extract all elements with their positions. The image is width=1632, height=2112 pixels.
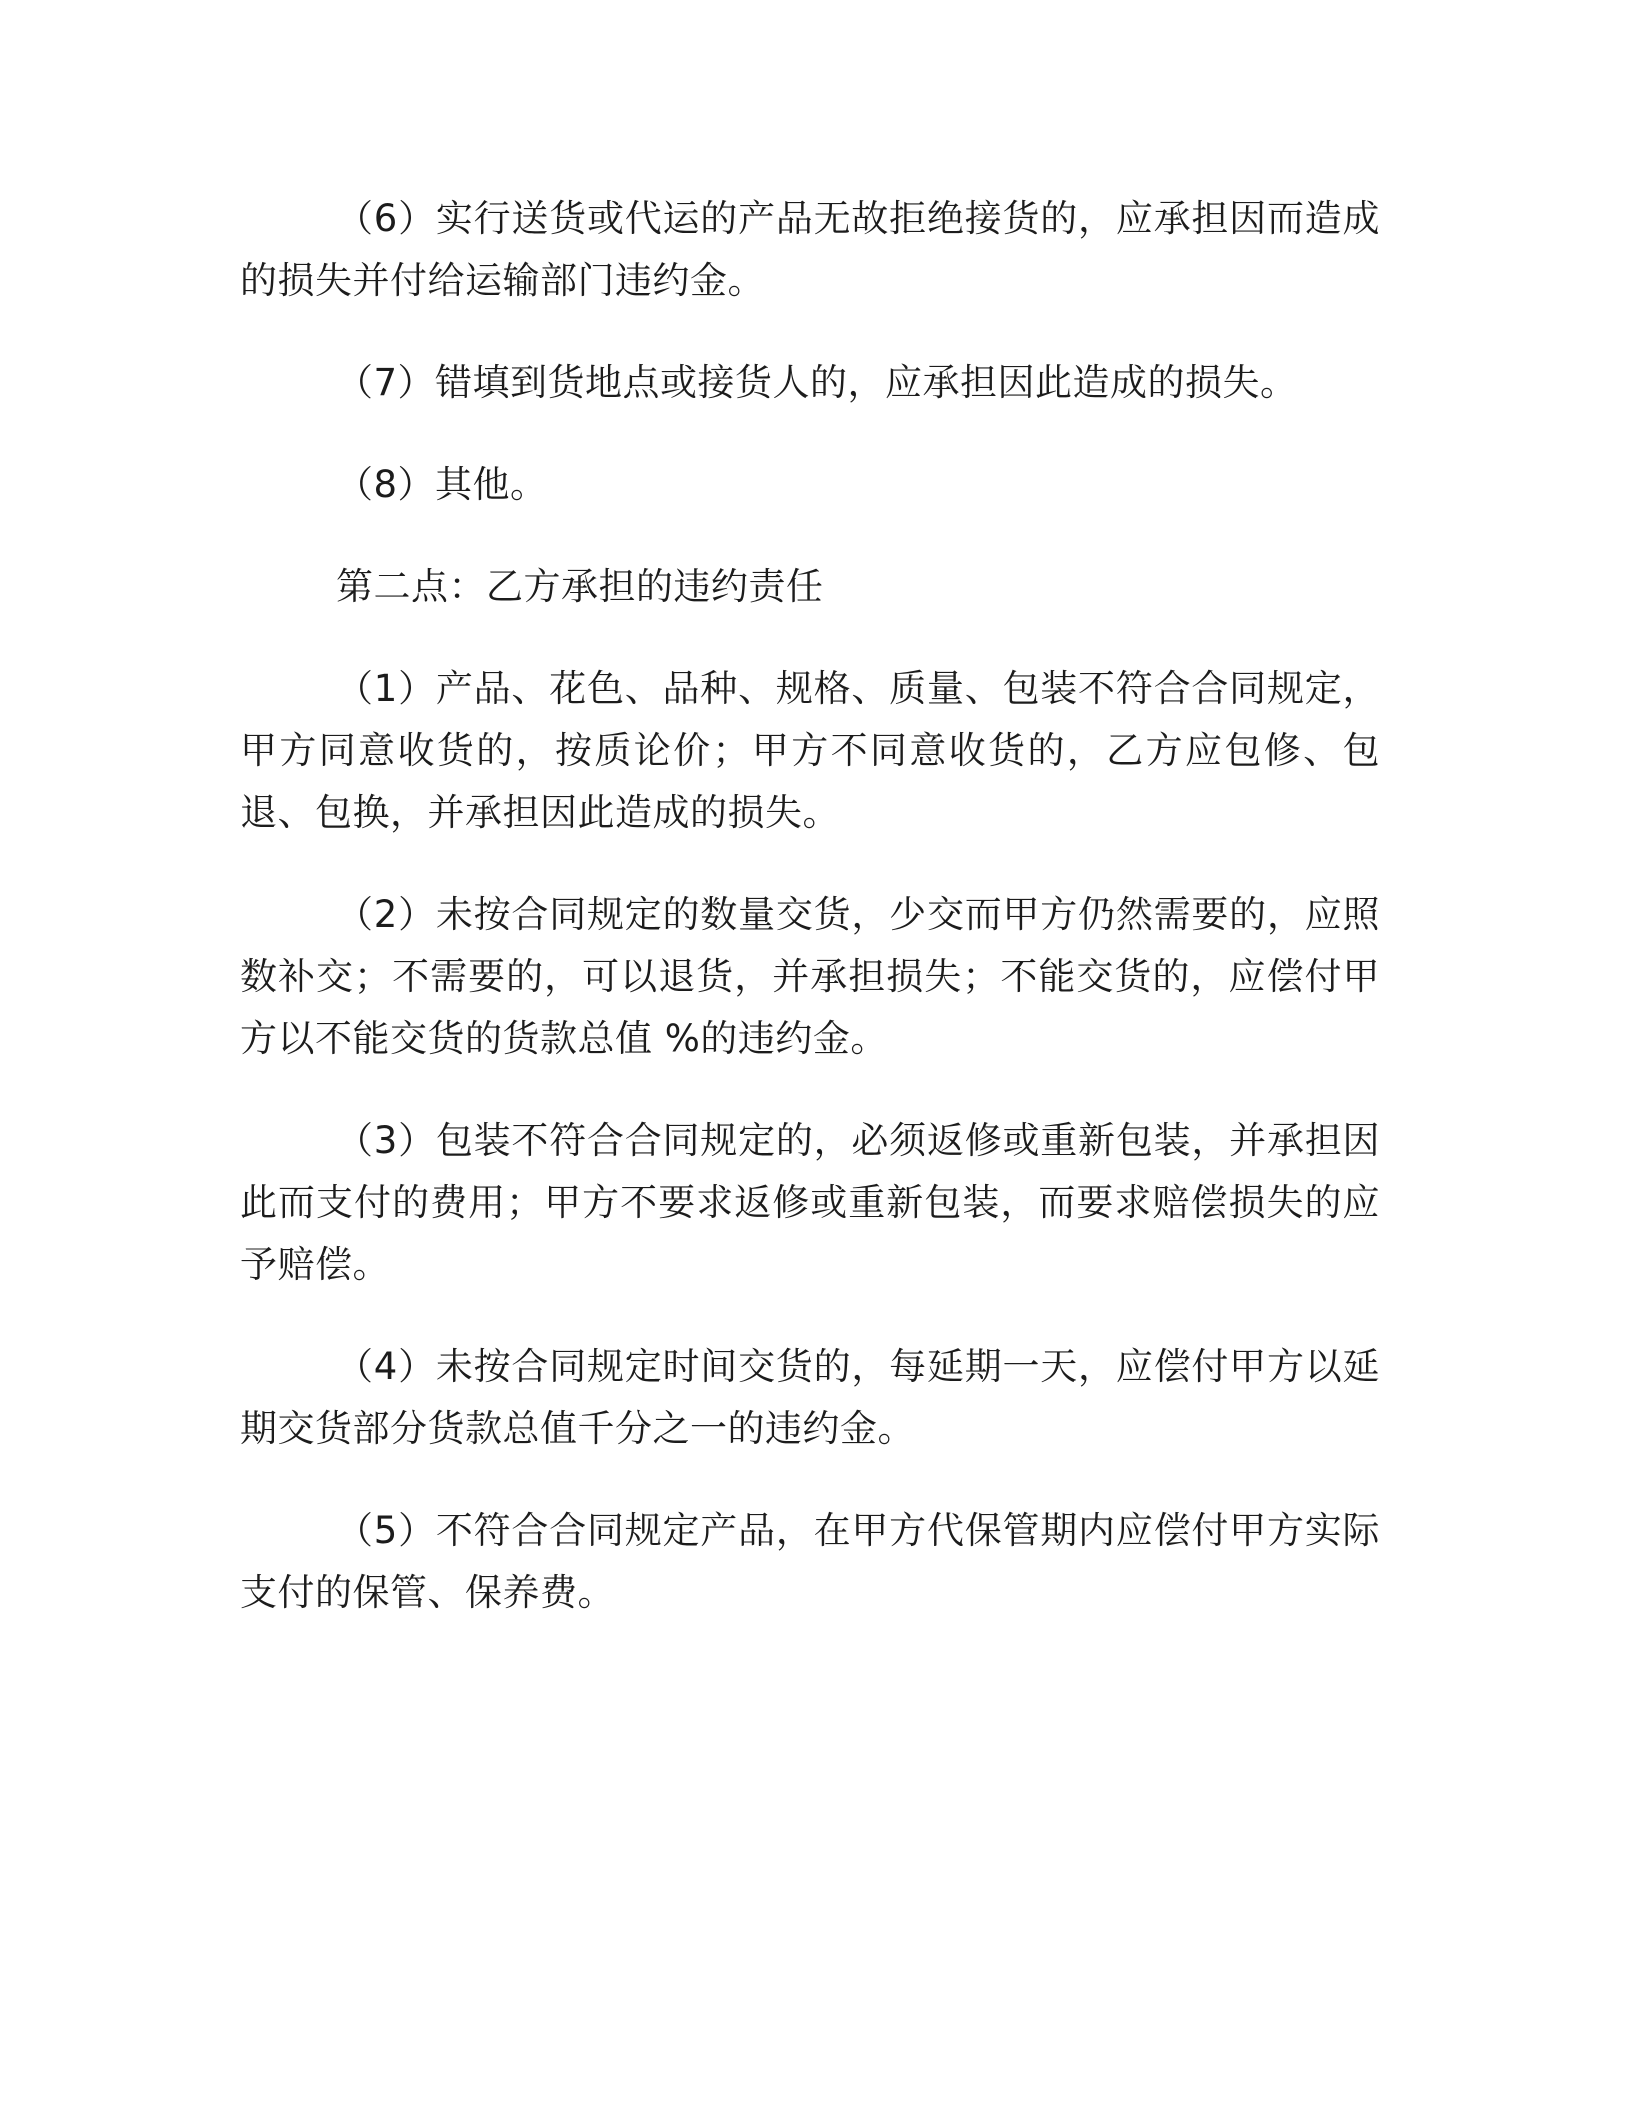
clause-b4: （4）未按合同规定时间交货的，每延期一天，应偿付甲方以延期交货部分货款总值千分之一的违约金。 xyxy=(240,1345,1380,1450)
clause-b3: （3）包装不符合合同规定的，必须返修或重新包装，并承担因此而支付的费用；甲方不要求返修或重新包装，而要求赔偿损失的应予赔偿。 xyxy=(240,1119,1380,1286)
clause-a6: （6）实行送货或代运的产品无故拒绝接货的，应承担因而造成的损失并付给运输部门违约金。 xyxy=(240,197,1380,302)
document-body xyxy=(240,188,1380,1664)
clause-a8: （8）其他。 xyxy=(336,463,548,506)
section-heading-party-b: 第二点：乙方承担的违约责任 xyxy=(336,565,824,608)
clause-b2: （2）未按合同规定的数量交货，少交而甲方仍然需要的，应照数补交；不需要的，可以退货，并承担损失；不能交货的，应偿付甲方以不能交货的货款总值 %的违约金。 xyxy=(240,893,1380,1060)
clause-b1: （1）产品、花色、品种、规格、质量、包装不符合合同规定，甲方同意收货的，按质论价；甲方不同意收货的，乙方应包修、包退、包换，并承担因此造成的损失。 xyxy=(240,667,1380,834)
clause-a7: （7）错填到货地点或接货人的，应承担因此造成的损失。 xyxy=(336,361,1298,404)
clause-b5: （5）不符合合同规定产品，在甲方代保管期内应偿付甲方实际支付的保管、保养费。 xyxy=(240,1509,1380,1614)
